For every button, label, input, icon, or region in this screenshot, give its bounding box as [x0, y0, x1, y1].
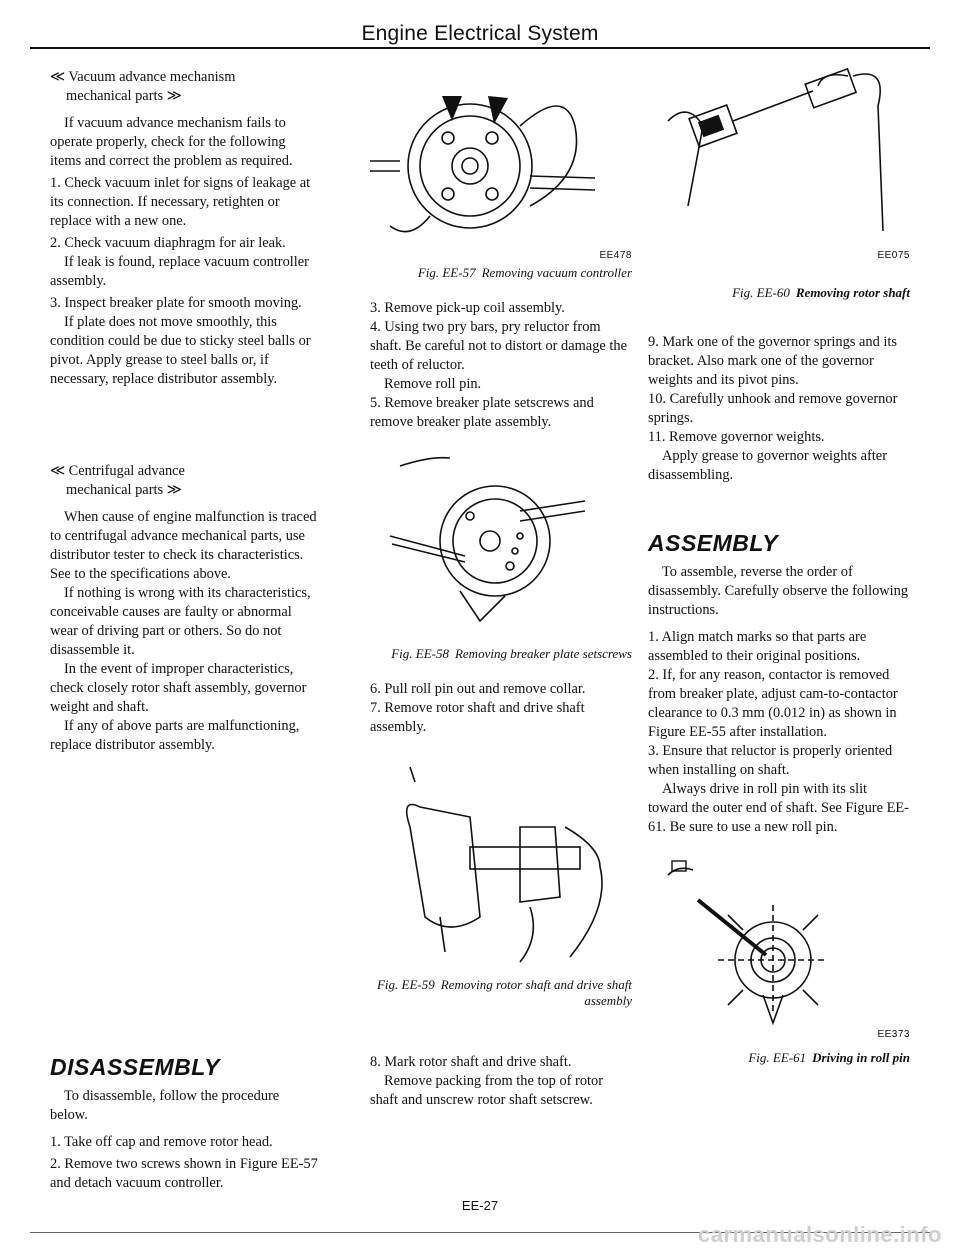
page-title: Engine Electrical System: [361, 22, 599, 45]
figure-ee-58-text: Removing breaker plate setscrews: [454, 646, 632, 661]
disassembly-intro: To disassemble, follow the procedure below.: [50, 1088, 280, 1123]
assembly-step-3: 3. Ensure that reluctor is properly oriented when installing on shaft.: [648, 743, 893, 778]
figure-ee-59: [370, 757, 632, 1009]
vacuum-step-2: 2. Check vacuum diaphragm for air leak.: [50, 235, 286, 251]
assembly-heading: ASSEMBLY: [648, 530, 779, 556]
figure-ee-61-label: Fig. EE-61: [748, 1050, 807, 1065]
centrifugal-paragraph-2: If nothing is wrong with its characteristics, conceivable causes are faulty or abnormal wear of driving part or others. So do not disassemble it.: [50, 585, 311, 658]
centrifugal-subheading-2: mechanical parts ≫: [66, 482, 182, 498]
disassembly-heading: DISASSEMBLY: [50, 1054, 220, 1080]
step-11: 11. Remove governor weights.: [648, 429, 825, 445]
centrifugal-subheading: ≪ Centrifugal advance: [50, 463, 185, 479]
step-8-note: Remove packing from the top of rotor shaft and unscrew rotor shaft setscrew.: [370, 1073, 604, 1108]
figure-ee-60: [648, 66, 910, 301]
distributor-vacuum-controller-illustration: [370, 66, 632, 246]
vacuum-subheading-2: mechanical parts ≫: [66, 88, 182, 104]
vacuum-step-1: 1. Check vacuum inlet for signs of leakage at its connection. If necessary, retighten or replace with a new one.: [50, 175, 311, 229]
roll-pin-driving-illustration: [648, 855, 910, 1025]
vacuum-step-3: 3. Inspect breaker plate for smooth moving.: [50, 295, 302, 311]
vacuum-subheading: ≪ Vacuum advance mechanism: [50, 69, 236, 85]
step-11-note: Apply grease to governor weights after disassembling.: [648, 448, 887, 483]
step-4-note: Remove roll pin.: [384, 376, 482, 392]
step-4: 4. Using two pry bars, pry reluctor from shaft. Be careful not to distort or damage the teeth of reluctor.: [370, 319, 627, 373]
figure-ee-59-text: Removing rotor shaft and drive shaft assembly: [440, 977, 632, 1008]
figure-ee-57-label: Fig. EE-57: [417, 265, 476, 280]
watermark: carmanualsonline.info: [698, 1222, 942, 1247]
figure-ee-59-label: Fig. EE-59: [376, 977, 435, 992]
centrifugal-paragraph-1: When cause of engine malfunction is traced to centrifugal advance mechanical parts, use distributor tester to check its characteristics. See to the specifications above.: [50, 509, 317, 582]
disassembly-step-1: 1. Take off cap and remove rotor head.: [50, 1134, 273, 1150]
rotor-drive-shaft-illustration: [370, 757, 632, 967]
figure-ee-60-code: EE075: [877, 250, 910, 261]
vacuum-step-2-note: If leak is found, replace vacuum controller assembly.: [50, 254, 309, 289]
figure-ee-58-label: Fig. EE-58: [391, 646, 449, 661]
figure-ee-61-text: Driving in roll pin: [812, 1050, 910, 1065]
figure-ee-59-caption: [370, 977, 632, 1009]
figure-ee-58: [370, 456, 632, 662]
header-rule: [30, 47, 930, 49]
step-5: 5. Remove breaker plate setscrews and remove breaker plate assembly.: [370, 395, 594, 430]
breaker-plate-setscrews-illustration: [370, 456, 632, 636]
assembly-step-2: 2. If, for any reason, contactor is removed from breaker plate, adjust cam-to-contactor clearance to 0.3 mm (0.012 in) as shown in Figure EE-55 after installation.: [648, 667, 898, 740]
step-7: 7. Remove rotor shaft and drive shaft assembly.: [370, 700, 585, 735]
step-3: 3. Remove pick-up coil assembly.: [370, 300, 565, 316]
figure-ee-61: [648, 855, 910, 1066]
centrifugal-paragraph-4: If any of above parts are malfunctioning, replace distributor assembly.: [50, 718, 300, 753]
screwdriver-rotor-shaft-illustration: [648, 66, 910, 246]
figure-ee-58-caption: [370, 646, 632, 662]
step-8: 8. Mark rotor shaft and drive shaft.: [370, 1054, 572, 1070]
assembly-step-1: 1. Align match marks so that parts are assembled to their original positions.: [648, 629, 867, 664]
assembly-step-3-note: Always drive in roll pin with its slit toward the outer end of shaft. See Figure EE-61. Be sure to use a new roll pin.: [648, 781, 909, 835]
figure-ee-57-caption: [370, 265, 632, 281]
disassembly-step-2: 2. Remove two screws shown in Figure EE-57 and detach vacuum controller.: [50, 1156, 318, 1191]
column-right: [648, 66, 910, 1066]
figure-ee-57: [370, 66, 632, 281]
column-middle: [370, 66, 632, 1113]
figure-ee-57-text: Removing vacuum controller: [481, 265, 632, 280]
step-6: 6. Pull roll pin out and remove collar.: [370, 681, 586, 697]
page-number: EE-27: [461, 1198, 499, 1213]
step-9: 9. Mark one of the governor springs and its bracket. Also mark one of the governor weights and its pivot pins.: [648, 334, 897, 388]
assembly-intro: To assemble, reverse the order of disassembly. Carefully observe the following instructions.: [648, 564, 909, 618]
figure-ee-57-code: EE478: [599, 250, 632, 261]
vacuum-step-3-note: If plate does not move smoothly, this condition could be due to sticky steel balls or pivot. Apply grease to steel balls or, if necessary, replace distributor assembly.: [50, 314, 311, 387]
figure-ee-60-label: Fig. EE-60: [732, 285, 790, 300]
vacuum-intro: If vacuum advance mechanism fails to operate properly, check for the following items and correct the problem as required.: [50, 115, 293, 169]
column-left: [50, 68, 318, 1196]
figure-ee-61-code: EE373: [877, 1029, 910, 1040]
step-10: 10. Carefully unhook and remove governor springs.: [648, 391, 898, 426]
figure-ee-60-caption: [648, 285, 910, 301]
figure-ee-61-caption: [648, 1050, 910, 1066]
figure-ee-60-text: Removing rotor shaft: [795, 285, 910, 300]
centrifugal-paragraph-3: In the event of improper characteristics, check closely rotor shaft assembly, governor weight and shaft.: [50, 661, 307, 715]
